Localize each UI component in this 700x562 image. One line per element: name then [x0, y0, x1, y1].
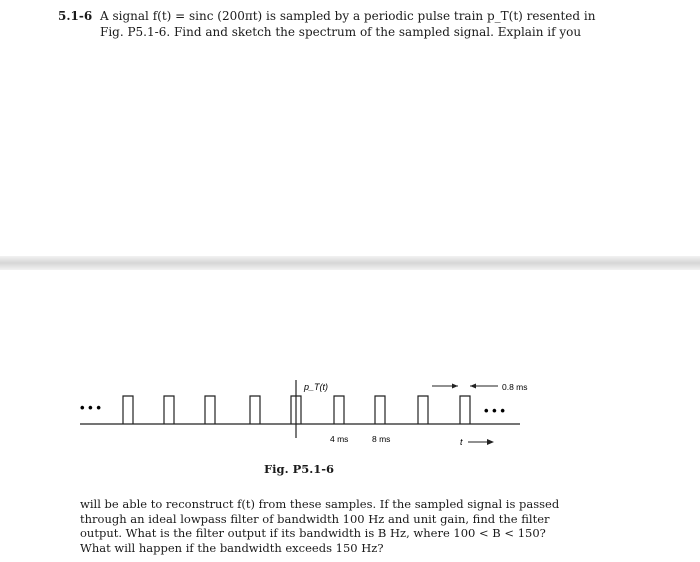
tick-label-8ms: 8 ms: [372, 434, 391, 444]
width-arrowhead-left: [452, 384, 458, 389]
problem-text-line-6: What will happen if the bandwidth exceeds 150 Hz?: [80, 540, 384, 555]
problem-text-line-4: through an ideal lowpass filter of bandwidth 100 Hz and unit gain, find the filter: [80, 511, 550, 526]
page-divider: [0, 256, 700, 270]
problem-statement-top: [58, 8, 658, 40]
problem-text-line-3: will be able to reconstruct f(t) from these samples. If the sampled signal is passed: [80, 497, 560, 511]
signal-label: p_T(t): [304, 382, 329, 392]
problem-text-line-5: output. What is the filter output if its bandwidth is B Hz, where 100 < B < 150?: [80, 526, 546, 540]
problem-statement-bottom: [80, 497, 600, 555]
tick-label-4ms: 4 ms: [330, 434, 349, 444]
time-direction-arrowhead: [487, 439, 494, 445]
problem-text-line-2: Fig. P5.1-6. Find and sketch the spectrum of the sampled signal. Explain if you: [100, 25, 582, 39]
pulse-train-diagram: [0, 360, 700, 470]
pulse: [418, 396, 428, 424]
figure-caption: Fig. P5.1-6: [264, 462, 335, 476]
problem-number: 5.1-6: [58, 9, 93, 23]
pulse: [205, 396, 215, 424]
pulse: [123, 396, 133, 424]
problem-text-line-1: A signal f(t) = sinc (200πt) is sampled by a periodic pulse train p_T(t) resented in: [100, 9, 596, 23]
ellipsis-right: • • •: [484, 403, 505, 418]
pulse: [164, 396, 174, 424]
pulse: [375, 396, 385, 424]
ellipsis-left: • • •: [80, 400, 101, 415]
pulse: [250, 396, 260, 424]
problem-line-1: [58, 8, 658, 24]
pulse-width-label: 0.8 ms: [502, 382, 528, 392]
width-arrowhead-right: [470, 384, 476, 389]
pulse-train-figure: [0, 360, 700, 470]
pulse: [334, 396, 344, 424]
pulse: [460, 396, 470, 424]
time-axis-label: t: [460, 437, 463, 447]
